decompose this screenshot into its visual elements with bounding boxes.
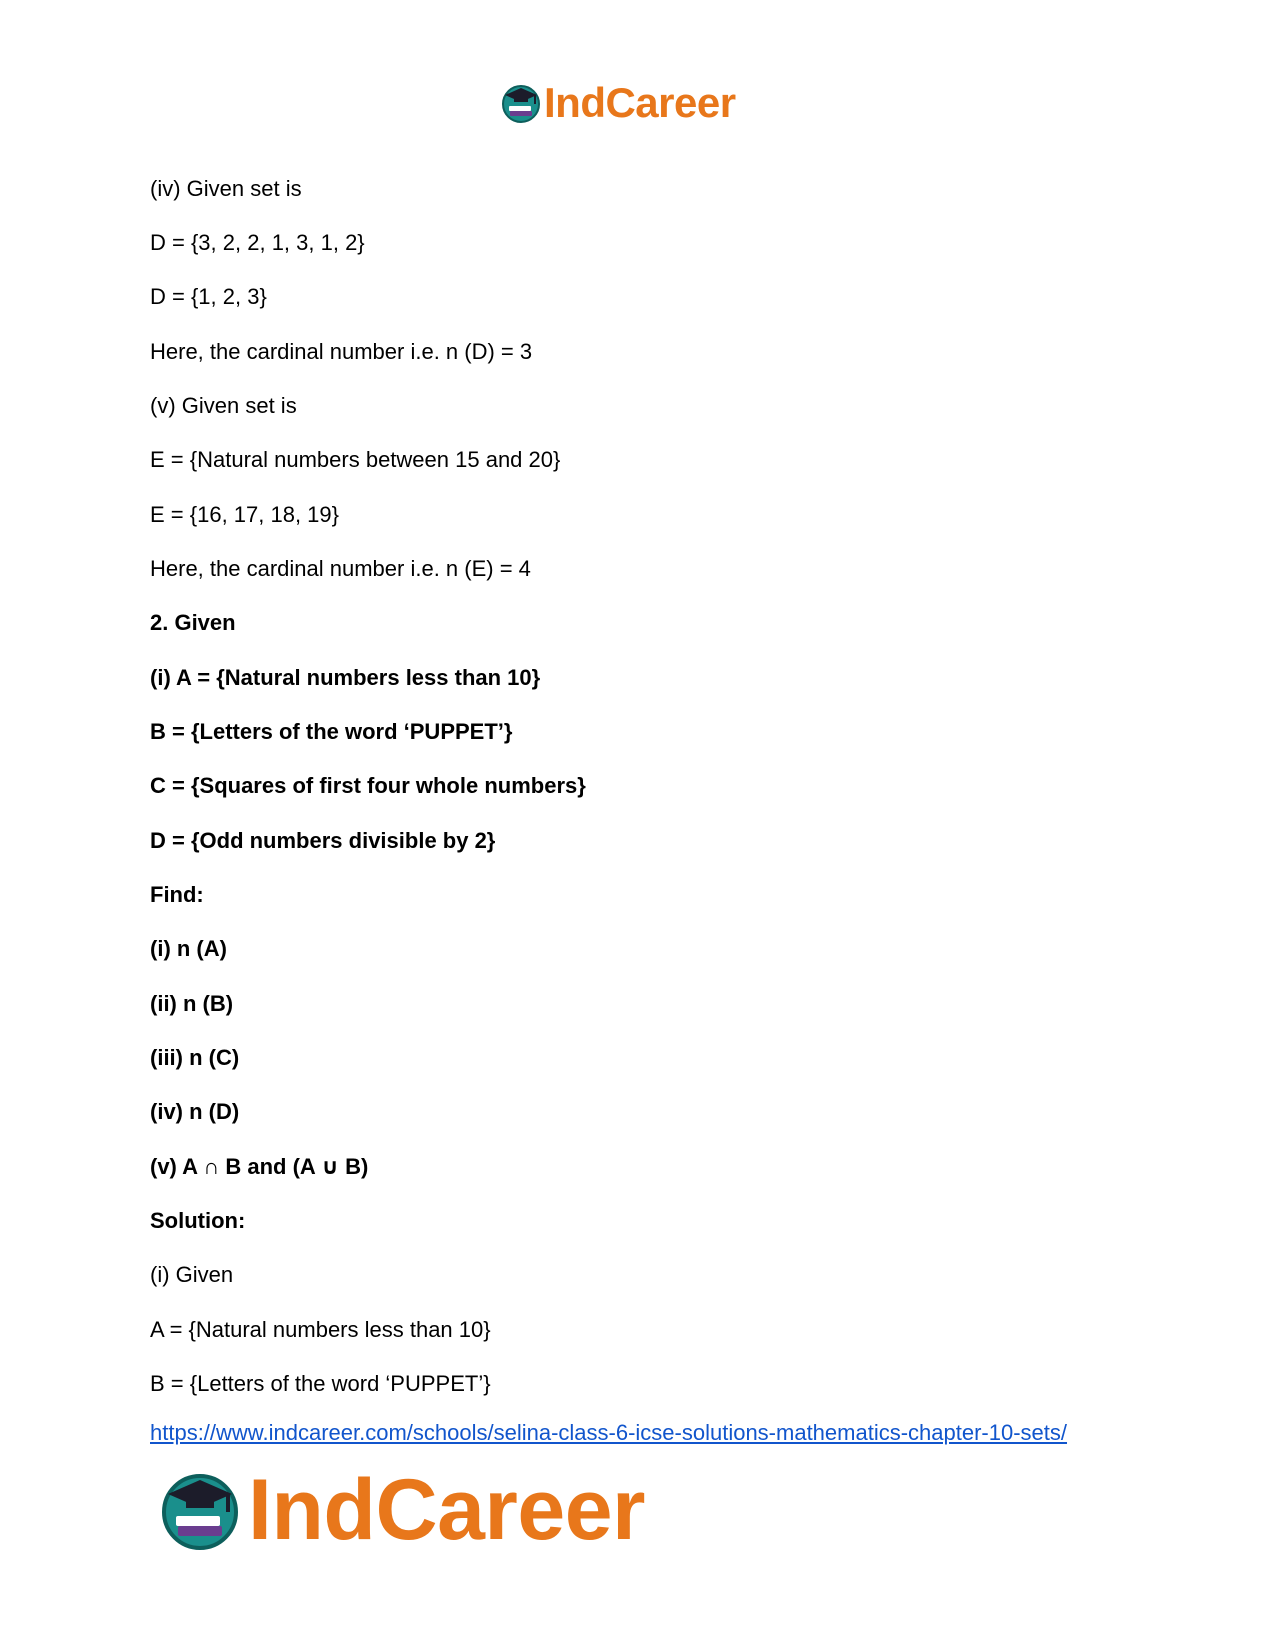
graduation-cap-book-globe-icon bbox=[158, 1468, 242, 1552]
question-line: (iv) n (D) bbox=[150, 1099, 240, 1124]
text-line: (i) Given bbox=[150, 1262, 234, 1287]
text-line: B = {Letters of the word ‘PUPPET’} bbox=[150, 1371, 491, 1396]
solution-heading: Solution: bbox=[150, 1208, 246, 1233]
source-url-link[interactable]: https://www.indcareer.com/schools/selina-class-6-icse-solutions-mathematics-chapter-10-sets/ bbox=[150, 1420, 1068, 1445]
question-line: (i) n (A) bbox=[150, 936, 227, 961]
text-line: E = {16, 17, 18, 19} bbox=[150, 502, 339, 527]
text-line: Here, the cardinal number i.e. n (E) = 4 bbox=[150, 556, 531, 581]
question-line: Find: bbox=[150, 882, 204, 907]
header-logo bbox=[500, 78, 736, 128]
question-line: C = {Squares of first four whole numbers} bbox=[150, 773, 586, 798]
question-line: (v) A ∩ B and (A ∪ B) bbox=[150, 1154, 369, 1179]
question-line: (iii) n (C) bbox=[150, 1045, 240, 1070]
text-line: D = {1, 2, 3} bbox=[150, 284, 267, 309]
text-line: (iv) Given set is bbox=[150, 176, 302, 201]
question-line: B = {Letters of the word ‘PUPPET’} bbox=[150, 719, 513, 744]
text-line: (v) Given set is bbox=[150, 393, 297, 418]
question-heading: 2. Given bbox=[150, 610, 236, 635]
footer-logo-text: IndCareer bbox=[248, 1462, 645, 1558]
footer-logo bbox=[158, 1462, 645, 1558]
question-line: (ii) n (B) bbox=[150, 991, 234, 1016]
text-line: A = {Natural numbers less than 10} bbox=[150, 1317, 491, 1342]
text-line: Here, the cardinal number i.e. n (D) = 3 bbox=[150, 339, 533, 364]
text-line: D = {3, 2, 2, 1, 3, 1, 2} bbox=[150, 230, 365, 255]
question-line: (i) A = {Natural numbers less than 10} bbox=[150, 665, 541, 690]
question-line: D = {Odd numbers divisible by 2} bbox=[150, 828, 496, 853]
header-logo-text: IndCareer bbox=[544, 79, 736, 126]
text-line: E = {Natural numbers between 15 and 20} bbox=[150, 447, 561, 472]
graduation-cap-book-globe-icon bbox=[500, 82, 542, 124]
